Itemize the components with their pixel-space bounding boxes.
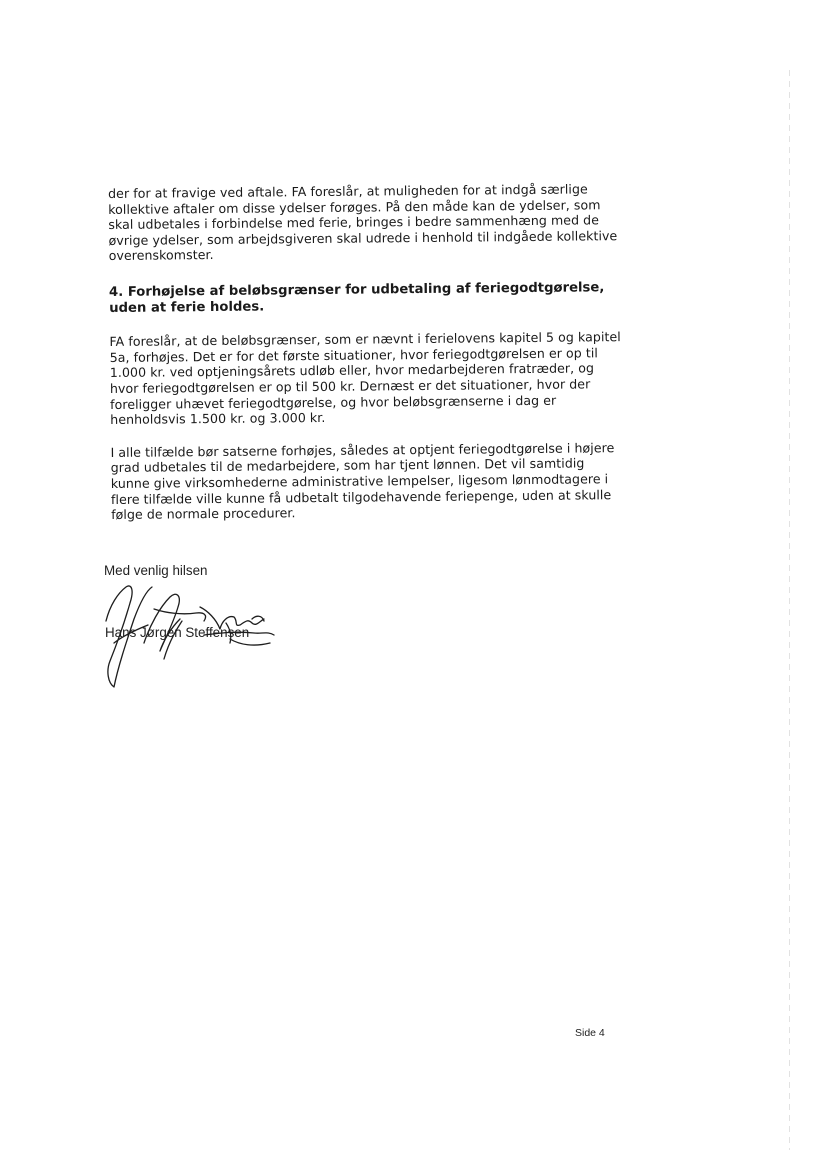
closing-greeting: Med venlig hilsen [104,563,208,578]
scan-edge-line [789,70,790,1150]
closing-block [104,563,324,703]
section-heading: 4. Forhøjelse af beløbsgrænser for udbetaling af feriegodtgørelse, uden at ferie holdes. [108,280,605,316]
body-paragraph-2: I alle tilfælde bør satserne forhøjes, således at optjent feriegodtgørelse i højere grad udbetales til de medarbejdere, som har tjent lønnen. Det vil samtidig kunne give virksomhederne administrative lempelser, ligesom lønmodtagere i flere tilfælde ville kunne få udbetalt tilgodehavende feriepenge, uden at skulle følge de normale procedurer. [110,439,615,523]
letter-body [108,181,627,523]
handwritten-signature-icon [104,563,324,703]
signer-name: Hans Jørgen Steffensen [105,625,250,640]
intro-paragraph: der for at fravige ved aftale. FA foreslår, at muligheden for at indgå særlige kollektive aftaler om disse ydelser forøges. På den måde kan de ydelser, som skal udbetales i forbindelse med ferie, bringes i bedre sammenhæng med de øvrige ydelser, som arbejdsgiveren skal udrede i henhold til indgåede kollektive overenskomster. [108,181,618,264]
page-number: Side 4 [575,1027,605,1039]
body-paragraph-1: FA foreslår, at de beløbsgrænser, som er nævnt i ferielovens kapitel 5 og kapitel 5a, forhøjes. Det er for det første situationer, hvor feriegodtgørelsen er op til 1.000 kr. ved optjeningsårets udløb eller, hvor medarbejderen fratræder, og hvor feriegodtgørelsen er op til 500 kr. Dernæst er det situationer, hvor der foreligger uhævet feriegodtgørelse, og hvor beløbsgrænserne i dag er henholdsvis 1.500 kr. og 3.000 kr. [109,329,621,428]
